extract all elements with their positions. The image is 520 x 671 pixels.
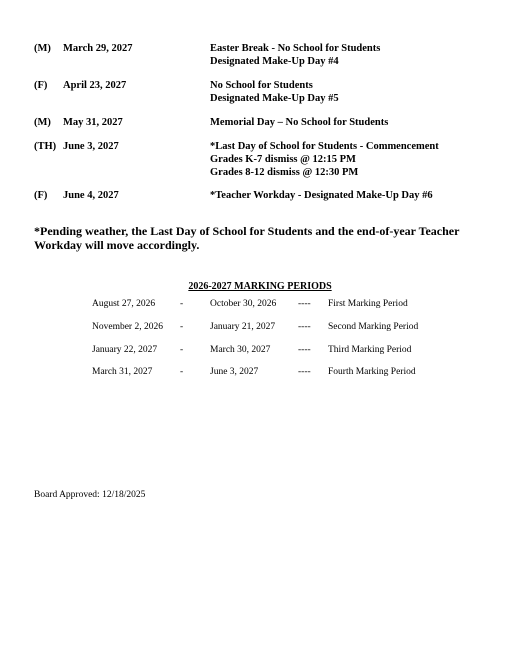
- event-date: April 23, 2027: [63, 80, 127, 91]
- period-start: November 2, 2026: [92, 322, 163, 332]
- event-line: Grades 8-12 dismiss @ 12:30 PM: [210, 167, 359, 178]
- period-dash: ----: [298, 345, 311, 355]
- event-day: (TH): [34, 141, 57, 152]
- event-date: March 29, 2027: [63, 43, 133, 54]
- event-description: [210, 140, 439, 179]
- event-day: (F): [34, 80, 48, 91]
- weather-note: *Pending weather, the Last Day of School for Students and the end-of-year Teacher Workday will move accordingly.: [34, 224, 460, 252]
- event-date: June 4, 2027: [63, 190, 119, 201]
- period-separator: -: [180, 322, 184, 332]
- period-start: August 27, 2026: [92, 299, 156, 309]
- event-line: Grades K-7 dismiss @ 12:15 PM: [210, 154, 356, 165]
- event-description: [210, 79, 339, 105]
- period-name: First Marking Period: [328, 299, 408, 309]
- event-day: (M): [34, 43, 51, 54]
- period-name: Fourth Marking Period: [328, 367, 416, 377]
- period-name: Second Marking Period: [328, 322, 419, 332]
- event-line: Designated Make-Up Day #4: [210, 56, 339, 67]
- event-description: [210, 116, 388, 129]
- event-line: Easter Break - No School for Students: [210, 43, 381, 54]
- period-separator: -: [180, 367, 184, 377]
- marking-periods-heading: 2026-2027 MARKING PERIODS: [188, 281, 332, 292]
- period-start: January 22, 2027: [92, 345, 158, 355]
- marking-periods-title: [0, 276, 520, 294]
- event-day: (M): [34, 117, 51, 128]
- event-date: June 3, 2027: [63, 141, 119, 152]
- event-description: [210, 189, 433, 202]
- period-dash: ----: [298, 367, 311, 377]
- event-line: Designated Make-Up Day #5: [210, 93, 339, 104]
- board-approved: Board Approved: 12/18/2025: [34, 490, 146, 500]
- event-date: May 31, 2027: [63, 117, 123, 128]
- period-start: March 31, 2027: [92, 367, 153, 377]
- event-line: Memorial Day – No School for Students: [210, 117, 389, 128]
- period-name: Third Marking Period: [328, 345, 412, 355]
- period-end: October 30, 2026: [210, 299, 277, 309]
- period-end: January 21, 2027: [210, 322, 276, 332]
- period-dash: ----: [298, 322, 311, 332]
- period-separator: -: [180, 299, 184, 309]
- event-line: *Last Day of School for Students - Commencement: [210, 141, 439, 152]
- event-day: (F): [34, 190, 48, 201]
- event-line: *Teacher Workday - Designated Make-Up Day #6: [210, 190, 433, 201]
- period-dash: ----: [298, 299, 311, 309]
- period-separator: -: [180, 345, 184, 355]
- event-description: [210, 42, 380, 68]
- period-end: March 30, 2027: [210, 345, 271, 355]
- event-line: No School for Students: [210, 80, 313, 91]
- period-end: June 3, 2027: [210, 367, 259, 377]
